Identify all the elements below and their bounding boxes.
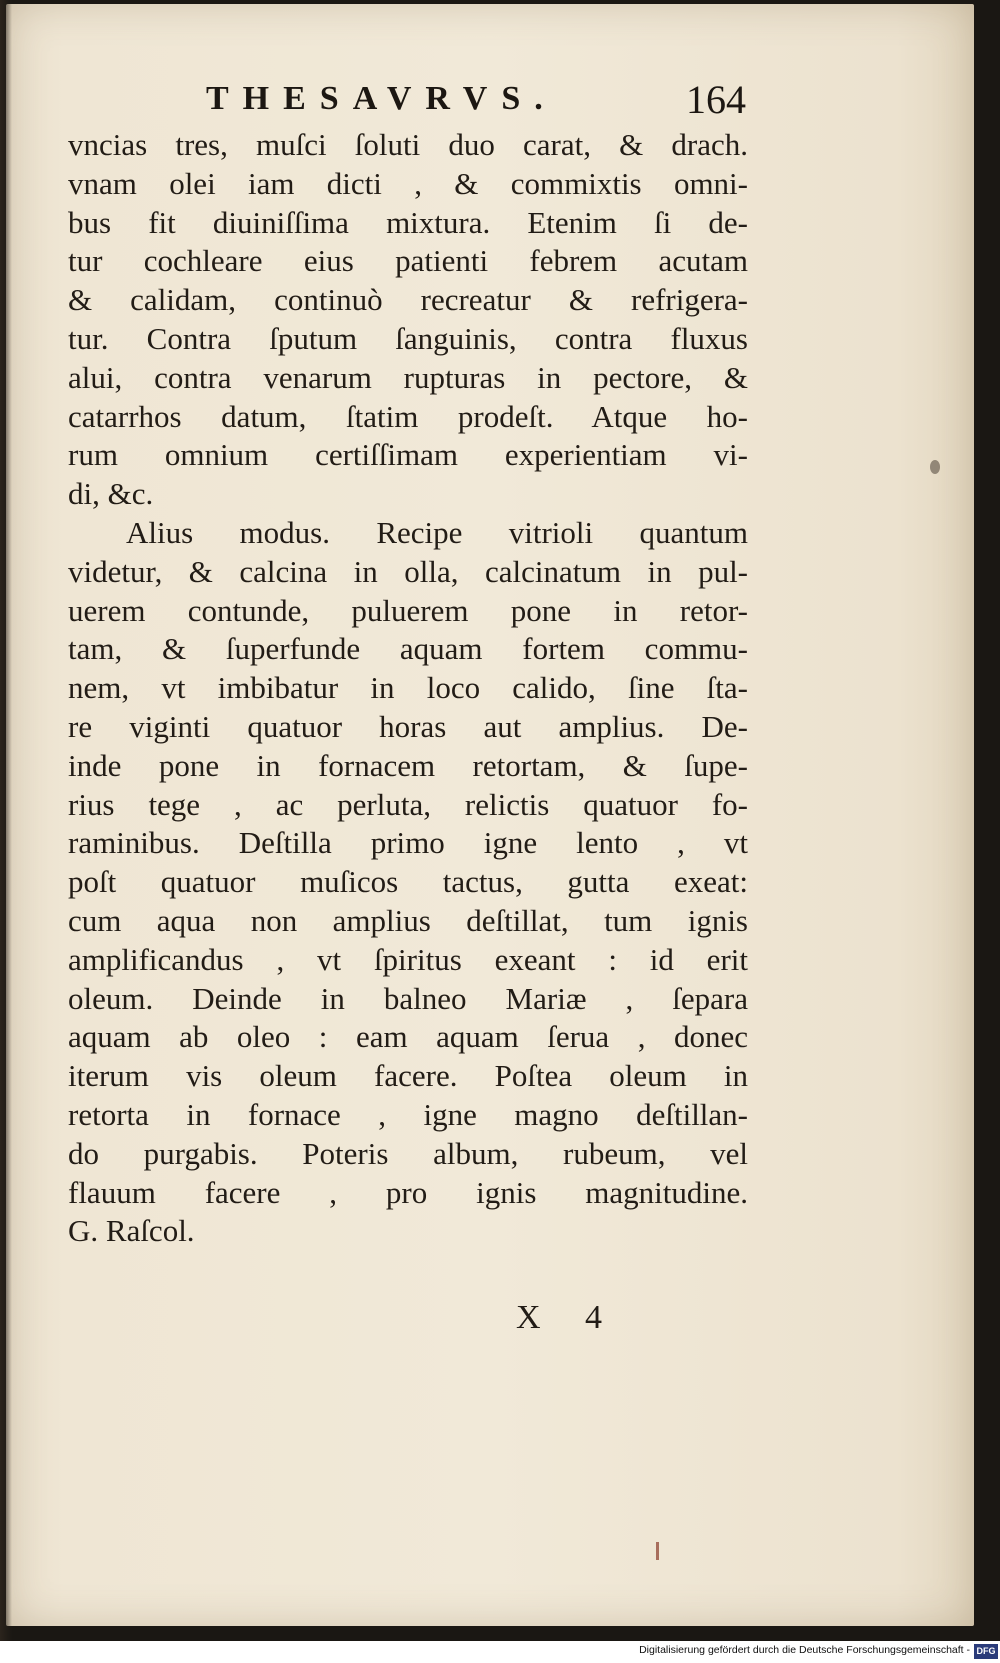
text-line: & calidam, continuò recreatur & refrigera- bbox=[68, 282, 748, 318]
text-line: retorta in fornace , igne magno deſtillan- bbox=[68, 1096, 748, 1132]
text-line: di, &c. bbox=[68, 476, 154, 512]
text-line: do purgabis. Poteris album, rubeum, vel bbox=[68, 1135, 748, 1171]
text-line: re viginti quatuor horas aut amplius. De- bbox=[68, 708, 748, 744]
page-number: 164 bbox=[686, 77, 746, 122]
text-line: vnam olei iam dicti , & commixtis omni- bbox=[68, 165, 748, 201]
footer-bar bbox=[0, 1641, 1000, 1663]
running-head: THESAVRVS. bbox=[206, 80, 557, 117]
text-line: poſt quatuor muſicos tactus, gutta exeat: bbox=[68, 864, 748, 900]
text-line: cum aqua non amplius deſtillat, tum ignis bbox=[68, 902, 748, 938]
text-line: catarrhos datum, ſtatim prodeſt. Atque ho- bbox=[68, 398, 748, 434]
signature-mark: X 4 bbox=[516, 1299, 621, 1336]
paragraph-start-line: Alius modus. Recipe vitrioli quantum bbox=[126, 514, 748, 550]
text-line: rius tege , ac perluta, relictis quatuor fo- bbox=[68, 786, 748, 822]
text-line: alui, contra venarum rupturas in pectore, & bbox=[68, 359, 748, 395]
text-line: nem, vt imbibatur in loco calido, ſine ſta- bbox=[68, 670, 748, 706]
text-line: tur cochleare eius patienti febrem acutam bbox=[68, 243, 748, 279]
text-line: rum omnium certiſſimam experientiam vi- bbox=[68, 437, 748, 473]
text-line: oleum. Deinde in balneo Mariæ , ſepara bbox=[68, 980, 748, 1016]
text-line: inde pone in fornacem retortam, & ſupe- bbox=[68, 747, 748, 783]
binding-shadow bbox=[0, 0, 12, 1641]
text-line: amplificandus , vt ſpiritus exeant : id erit bbox=[68, 941, 748, 977]
dfg-logo-icon: DFG bbox=[974, 1644, 998, 1659]
ink-spot-mark bbox=[930, 460, 940, 474]
text-line: flauum facere , pro ignis magnitudine. bbox=[68, 1174, 748, 1210]
text-line: uerem contunde, puluerem pone in retor- bbox=[68, 592, 748, 628]
text-line: videtur, & calcina in olla, calcinatum in pul- bbox=[68, 553, 748, 589]
text-line: tur. Contra ſputum ſanguinis, contra fluxus bbox=[68, 320, 748, 356]
text-line: iterum vis oleum facere. Poſtea oleum in bbox=[68, 1058, 748, 1094]
text-line: raminibus. Deſtilla primo igne lento , vt bbox=[68, 825, 748, 861]
red-pencil-mark bbox=[656, 1542, 659, 1560]
text-line: tam, & ſuperfunde aquam fortem commu- bbox=[68, 631, 748, 667]
book-page bbox=[6, 4, 974, 1626]
body-text bbox=[68, 126, 748, 1251]
author-attribution: G. Raſcol. bbox=[68, 1213, 195, 1249]
text-line: aquam ab oleo : eam aquam ſerua , donec bbox=[68, 1019, 748, 1055]
text-line: vncias tres, muſci ſoluti duo carat, & drach. bbox=[68, 127, 748, 162]
page-header bbox=[196, 76, 746, 126]
funding-credit: Digitalisierung gefördert durch die Deutsche Forschungsgemeinschaft - bbox=[639, 1644, 970, 1656]
text-line: bus fit diuiniſſima mixtura. Etenim ſi de- bbox=[68, 204, 748, 240]
